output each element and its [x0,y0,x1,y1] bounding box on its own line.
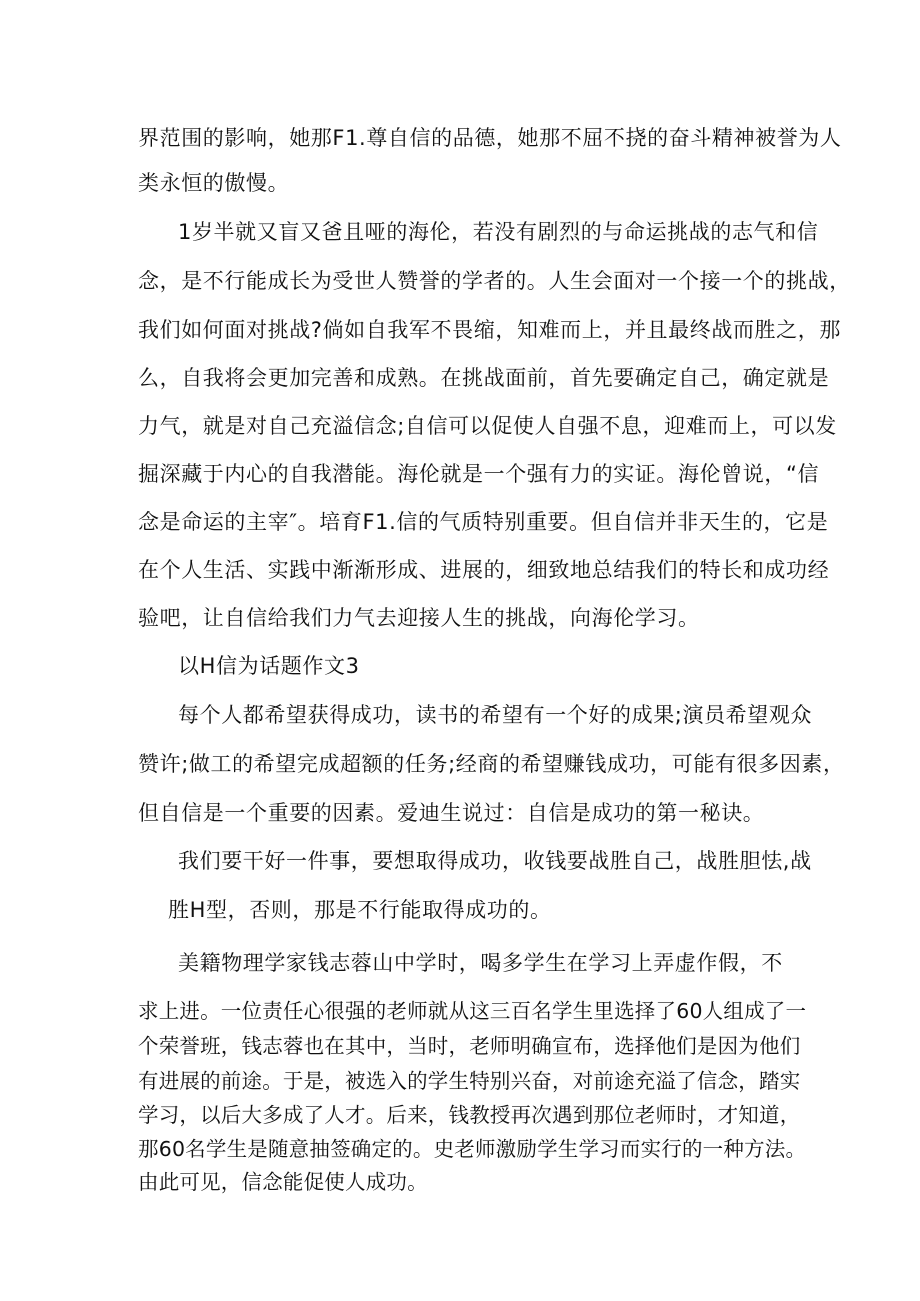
text-line: 由此可见，信念能促使人成功。 [138,1170,428,1194]
text-line: 个荣誉班，钱志蓉也在其中，当时，老师明确宣布，选择他们是因为他们 [138,1034,801,1058]
section-heading: 以H信为话题作文3 [178,654,360,678]
text-line: 每个人都希望获得成功，读书的希望有一个好的成果;演员希望观众 [178,703,813,727]
text-line: 美籍物理学家钱志蓉山中学时，喝多学生在学习上弄虚作假，不 [178,951,783,975]
text-line: 掘深藏于内心的自我潜能。海伦就是一个强有力的实证。海伦曾说，“信 [138,462,820,486]
text-line: 念是命运的主宰″。培育F1.信的气质特别重要。但自信并非天生的，它是 [138,510,829,534]
text-line: 界范围的影响，她那F1.尊自信的品德，她那不屈不挠的奋斗精神被誉为人 [138,126,842,150]
text-line: 求上进。一位责任心很强的老师就从这三百名学生里选择了60人组成了一 [138,999,807,1023]
text-line: 学习，以后大多成了人才。后来，钱教授再次遇到那位老师时，才知道， [138,1103,801,1127]
text-line: 我们如何面对挑战?倘如自我军不畏缩，知难而上，并且最终战而胜之，那 [138,318,841,342]
text-line: 在个人生活、实践中渐渐形成、进展的，细致地总结我们的特长和成功经 [138,558,830,582]
text-line: 赞许;做工的希望完成超额的任务;经商的希望赚钱成功，可能有很多因素， [138,752,845,776]
text-line: 有进展的前途。于是，被选入的学生特别兴奋，对前途充溢了信念，踏实 [138,1069,801,1093]
text-line: 那60名学生是随意抽签确定的。史老师激励学生学习而实行的一种方法。 [138,1137,807,1161]
text-line: 验吧，让自信给我们力气去迎接人生的挑战，向海伦学习。 [138,606,700,630]
text-line: 类永恒的傲慢。 [138,171,290,195]
text-line: 但自信是一个重要的因素。爱迪生说过：自信是成功的第一秘诀。 [138,801,765,825]
text-line: 么，自我将会更加完善和成熟。在挑战面前，首先要确定自己，确定就是 [138,366,830,390]
text-line: 1岁半就又盲又爸且哑的海伦，若没有剧烈的与命运挑战的志气和信 [178,220,819,244]
text-line: 胜H型，否则，那是不行能取得成功的。 [168,898,552,922]
text-line: 我们要干好一件事，要想取得成功，收钱要战胜自己，战胜胆怯,战 [178,849,812,873]
text-line: 念，是不行能成长为受世人赞誉的学者的。人生会面对一个接一个的挑战， [138,269,851,293]
text-line: 力气，就是对自己充溢信念;自信可以促使人自强不息，迎难而上，可以发 [138,414,837,438]
